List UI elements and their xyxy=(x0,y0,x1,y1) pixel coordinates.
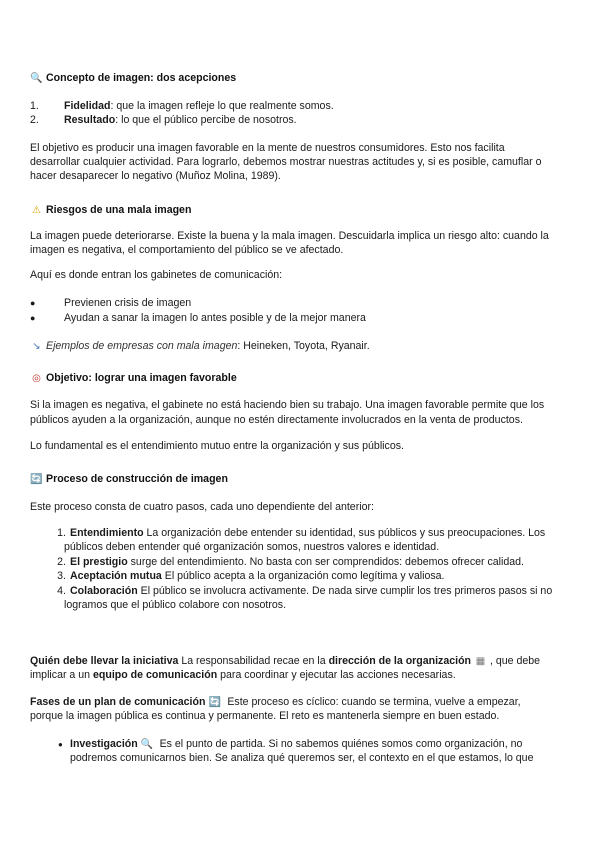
step-item: 3. Aceptación mutua El público acepta a la organización como legítima y valiosa. xyxy=(57,570,445,582)
initiative-paragraph-line2: implicar a un equipo de comunicación para coordinar y ejecutar las acciones necesarias. xyxy=(30,669,456,681)
paragraph-line: hacer desaparecer lo negativo (Muñoz Molina, 1989). xyxy=(30,170,281,182)
paragraph-line: imagen es negativa, el comportamiento del público se ve afectado. xyxy=(30,244,344,256)
list-item: ● Ayudan a sanar la imagen lo antes posible y de la mejor manera xyxy=(30,312,366,324)
step-item-continuation: logramos que el público colabore con nosotros. xyxy=(64,599,287,611)
chart-down-icon: ↘ xyxy=(32,341,41,352)
step-item: 2. El prestigio surge del entendimiento. No basta con ser comprendidos: debemos ofrecer calidad. xyxy=(57,556,525,568)
paragraph-line: La imagen puede deteriorarse. Existe la buena y la mala imagen. Descuidarla implica un riesgo alto: cuando la xyxy=(30,230,549,242)
paragraph-line: porque la imagen pública es continua y permanente. El reto es mantenerla siempre en buen estado. xyxy=(30,710,500,722)
paragraph-line: Lo fundamental es el entendimiento mutuo entre la organización y sus públicos. xyxy=(30,440,404,452)
cycle-icon: 🔄 xyxy=(30,474,43,485)
cycle-icon: 🔄 xyxy=(208,697,222,708)
step-item: 1. Entendimiento La organización debe entender su identidad, sus públicos y sus preocupaciones. Los xyxy=(57,527,546,539)
section-heading-riesgos: ⚠ Riesgos de una mala imagen xyxy=(30,203,191,218)
numbered-item: 2. Resultado: lo que el público percibe de nosotros. xyxy=(30,114,297,126)
list-item: ● Previenen crisis de imagen xyxy=(30,297,192,309)
magnifier-icon: 🔍 xyxy=(30,73,43,84)
bullet-icon: ● xyxy=(58,740,63,749)
paragraph-line: Aquí es donde entran los gabinetes de comunicación: xyxy=(30,269,283,281)
paragraph-line: públicos ayuden a la organización, aunque no estén directamente involucrados en la venta de productos. xyxy=(30,414,523,426)
warning-icon: ⚠ xyxy=(32,205,41,216)
numbered-item: 1. Fidelidad: que la imagen refleje lo que realmente somos. xyxy=(30,100,334,112)
building-icon: ▦ xyxy=(475,656,486,667)
examples-line: ↘ Ejemplos de empresas con mala imagen: Heineken, Toyota, Ryanair. xyxy=(30,339,370,354)
section-heading-proceso: 🔄 Proceso de construcción de imagen xyxy=(30,473,228,485)
paragraph-line: Este proceso consta de cuatro pasos, cada uno dependiente del anterior: xyxy=(30,501,374,513)
bullet-icon: ● xyxy=(30,298,36,308)
initiative-paragraph: Quién debe llevar la iniciativa La responsabilidad recae en la dirección de la organización ▦ , que debe xyxy=(30,655,541,667)
step-item-continuation: públicos deben entender qué organización somos, nuestros valores e identidad. xyxy=(64,541,440,553)
list-item: ● Investigación 🔍 Es el punto de partida. Si no sabemos quiénes somos como organización, no xyxy=(58,738,523,750)
paragraph-line: Si la imagen es negativa, el gabinete no está haciendo bien su trabajo. Una imagen favorable permite que los xyxy=(30,399,545,411)
paragraph-line: desarrollar cualquier actividad. Para lograrlo, debemos mostrar nuestras actitudes y, si es posible, camuflar o xyxy=(30,156,542,168)
paragraph-line: El objetivo es producir una imagen favorable en la mente de nuestros consumidores. Esto nos facilita xyxy=(30,142,505,154)
list-item-continuation: podremos comunicarnos bien. Se analiza qué queremos ser, el contexto en el que estamos, lo que xyxy=(70,752,534,764)
phases-paragraph: Fases de un plan de comunicación 🔄 Este proceso es cíclico: cuando se termina, vuelve a empezar, xyxy=(30,696,521,708)
section-heading-objetivo: ◎ Objetivo: lograr una imagen favorable xyxy=(30,371,237,386)
section-heading-concepto: 🔍 Concepto de imagen: dos acepciones xyxy=(30,72,237,84)
magnifier-icon: 🔍 xyxy=(140,739,154,750)
step-item: 4. Colaboración El público se involucra activamente. De nada sirve cumplir los tres primeros pasos si no xyxy=(57,585,553,597)
target-icon: ◎ xyxy=(32,373,41,384)
bullet-icon: ● xyxy=(30,313,36,323)
